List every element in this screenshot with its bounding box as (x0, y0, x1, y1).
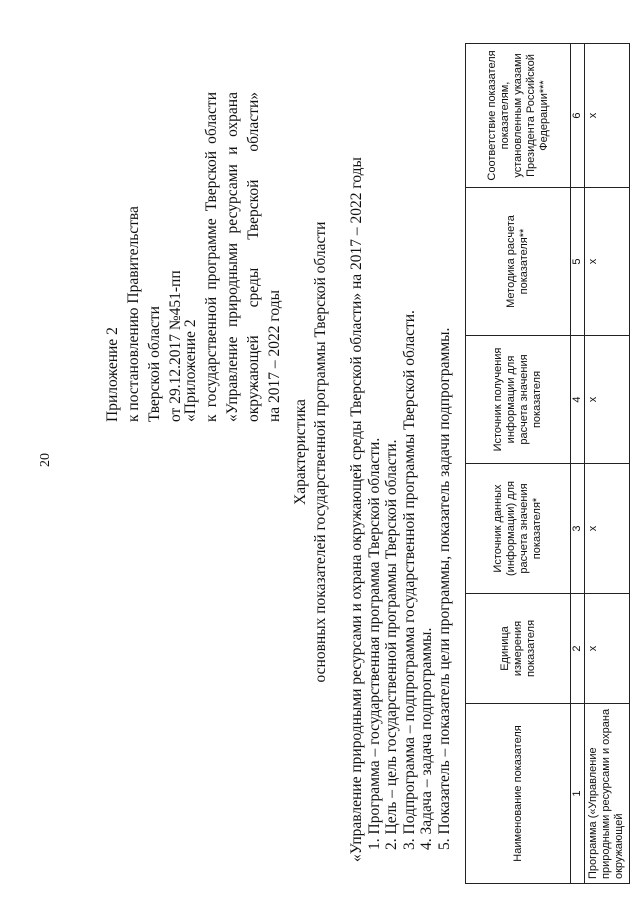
column-header: Соответствие показателя показателям, установленным указами Президента Российской Федерации*** (466, 44, 571, 188)
appendix-header (102, 92, 186, 422)
table-cell: x (585, 464, 630, 594)
column-number: 3 (571, 464, 585, 594)
appendix-ref-line: окружающей среды Тверской области» (245, 92, 262, 422)
rotated-page (10, 12, 630, 892)
column-number: 4 (571, 336, 585, 464)
column-number: 1 (571, 704, 585, 884)
appendix-reference (180, 92, 285, 422)
appendix-ref-line: «Управление природными ресурсами и охрана (224, 92, 241, 422)
indicators-table (465, 43, 630, 884)
table-row (585, 44, 630, 884)
table-cell: x (585, 44, 630, 188)
appendix-header-line: Приложение 2 (104, 327, 121, 422)
column-header: Методика расчета показателя** (466, 188, 571, 336)
document-subtitle: основных показателей государственной программы Тверской области (312, 221, 329, 683)
page-number: 20 (38, 453, 53, 467)
legend-item: 1. Программа – государственная программа Тверской области. (365, 437, 383, 850)
program-name: «Управление природными ресурсами и охрана окружающей среды Тверской области» на 2017 – 2022 годы (348, 157, 365, 862)
appendix-header-line: Тверской области (146, 306, 163, 422)
appendix-ref-line: к государственной программе Тверской области (203, 92, 220, 422)
column-number: 5 (571, 188, 585, 336)
column-header: Наименование показателя (466, 704, 571, 884)
column-number-row (571, 44, 585, 884)
table-cell: Программа («Управление природными ресурсами и охрана окружающей (585, 704, 630, 884)
legend-item: 5. Показатель – показатель цели программы, показатель задачи подпрограммы. (435, 327, 453, 850)
column-number: 2 (571, 594, 585, 704)
appendix-ref-line: на 2017 – 2022 годы (266, 290, 283, 422)
column-header: Единица измерения показателя (466, 594, 571, 704)
appendix-header-line: к постановлению Правительства (125, 206, 142, 422)
appendix-ref-line: «Приложение 2 (182, 319, 199, 422)
document-title: Характеристика (292, 399, 309, 505)
column-header: Источник получения информации для расчета значения показателя (466, 336, 571, 464)
column-number: 6 (571, 44, 585, 188)
column-header: Источник данных (информации) для расчета значения показателя* (466, 464, 571, 594)
table-cell: x (585, 336, 630, 464)
legend-item: 4. Задача – задача подпрограммы. (418, 627, 435, 850)
legend-item: 2. Цель – цель государственной программы Тверской области. (383, 439, 400, 850)
table-header-row (466, 44, 571, 884)
table-cell: x (585, 188, 630, 336)
appendix-header-line: от 29.12.2017 №451-пп (167, 270, 184, 422)
legend-item: 3. Подпрограмма – подпрограмма государственной программы Тверской области. (400, 310, 418, 850)
legend-block (348, 44, 453, 864)
table-cell: x (585, 594, 630, 704)
